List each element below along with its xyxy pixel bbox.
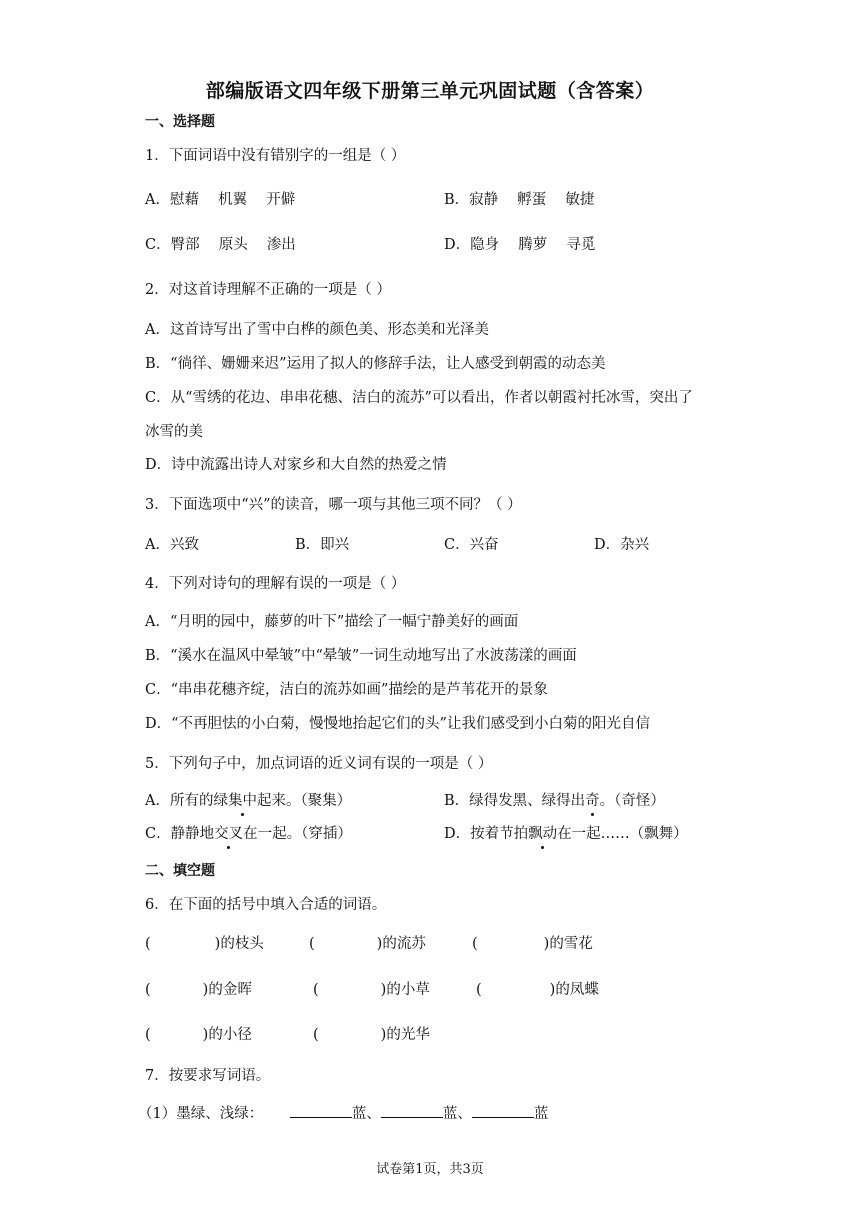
option-text: 。（奇怪） — [599, 793, 665, 809]
close-paren: ) — [380, 1027, 387, 1043]
separator: 、 — [457, 1106, 472, 1122]
fill-suffix: 的枝头 — [220, 936, 264, 952]
close-paren: ) — [214, 936, 221, 952]
option-text: 在一起。（穿插） — [243, 826, 352, 842]
question-5-option-a — [145, 791, 351, 811]
open-paren: ( — [472, 936, 478, 952]
question-4-option-c: C．“串串花穗齐绽，洁白的流苏如画”描绘的是芦苇花开的景象 — [145, 682, 548, 698]
answer-blank[interactable] — [290, 1103, 352, 1118]
option-text: 起来。（聚集） — [256, 793, 352, 809]
question-5-option-b — [444, 791, 665, 811]
question-5-stem: 5．下列句子中，加点词语的近义词有误的一项是（ ） — [145, 756, 493, 772]
fill-blank-item — [145, 980, 252, 1000]
question-2-option-b: B．“徜徉、姗姗来迟”运用了拟人的修辞手法，让人感受到朝霞的动态美 — [145, 356, 606, 372]
question-2-option-a: A．这首诗写出了雪中白桦的颜色美、形态美和光泽美 — [145, 322, 489, 338]
question-5-option-c — [145, 824, 352, 844]
close-paren: ) — [549, 982, 556, 998]
blank-suffix: 蓝 — [351, 1106, 367, 1122]
sub-question-label: （1）墨绿、浅绿： — [138, 1106, 264, 1122]
blank-suffix: 蓝 — [442, 1106, 458, 1122]
dotted-word: 交叉 — [214, 826, 244, 842]
fill-suffix: 的流苏 — [382, 936, 426, 952]
question-6-stem: 6．在下面的括号中填入合适的词语。 — [145, 897, 387, 913]
open-paren: ( — [145, 936, 151, 952]
dotted-word: 集中 — [227, 793, 257, 809]
separator: 、 — [366, 1106, 381, 1122]
fill-suffix: 的光华 — [386, 1027, 430, 1043]
open-paren: ( — [476, 982, 482, 998]
open-paren: ( — [145, 982, 151, 998]
section-heading-fill: 二、填空题 — [145, 863, 215, 879]
section-heading-choice: 一、选择题 — [145, 114, 215, 130]
question-3-option-a: A．兴致 — [145, 537, 199, 553]
question-5-option-d — [444, 824, 688, 844]
question-4-option-b: B．“溪水在温风中晕皱”中“晕皱”一词生动地写出了水波荡漾的画面 — [145, 648, 577, 664]
fill-suffix: 的雪花 — [549, 936, 593, 952]
option-text: B．绿得发黑、绿得出 — [444, 793, 586, 809]
fill-blank-item — [145, 1025, 252, 1045]
open-paren: ( — [313, 1027, 319, 1043]
question-1-stem: 1．下面词语中没有错别字的一组是（ ） — [145, 148, 406, 164]
close-paren: ) — [380, 982, 387, 998]
page-footer: 试卷第1页，共3页 — [376, 1162, 484, 1177]
question-1-option-c: C．臀部 原头 渗出 — [145, 237, 296, 253]
question-3-option-c: C．兴奋 — [444, 537, 499, 553]
question-4-option-d: D．“不再胆怯的小白菊，慢慢地抬起它们的头”让我们感受到小白菊的阳光自信 — [145, 716, 650, 732]
fill-suffix: 的小径 — [208, 1027, 252, 1043]
fill-blank-item — [476, 980, 599, 1000]
option-text: D．按着节拍 — [444, 826, 529, 842]
open-paren: ( — [313, 982, 319, 998]
blank-suffix: 蓝 — [533, 1106, 549, 1122]
question-7-stem: 7．按要求写词语。 — [145, 1068, 271, 1084]
question-2-option-c-line2: 冰雪的美 — [145, 424, 203, 440]
question-1-option-a: A．慰藉 机翼 开僻 — [145, 192, 296, 208]
question-1-option-d: D．隐身 腾萝 寻觅 — [444, 237, 596, 253]
open-paren: ( — [309, 936, 315, 952]
open-paren: ( — [145, 1027, 151, 1043]
answer-blank[interactable] — [381, 1103, 443, 1118]
answer-blank[interactable] — [472, 1103, 534, 1118]
question-3-stem: 3．下面选项中“兴”的读音，哪一项与其他三项不同？（ ） — [145, 497, 522, 513]
fill-blank-item — [309, 934, 426, 954]
fill-suffix: 的凤蝶 — [555, 982, 599, 998]
question-7-sub-1 — [138, 1103, 548, 1124]
fill-suffix: 的金晖 — [208, 982, 252, 998]
close-paren: ) — [543, 936, 550, 952]
fill-suffix: 的小草 — [386, 982, 430, 998]
fill-blank-item — [145, 934, 264, 954]
dotted-word: 飘动 — [528, 826, 558, 842]
option-text: C．静静地 — [145, 826, 215, 842]
option-text: 在一起……（飘舞） — [557, 826, 688, 842]
option-text: A．所有的绿 — [145, 793, 228, 809]
question-4-stem: 4．下列对诗句的理解有误的一项是（ ） — [145, 576, 406, 592]
dotted-word: 奇 — [585, 793, 600, 809]
fill-blank-item — [472, 934, 593, 954]
question-4-option-a: A．“月明的园中，藤萝的叶下”描绘了一幅宁静美好的画面 — [145, 614, 519, 630]
close-paren: ) — [202, 982, 209, 998]
page-title: 部编版语文四年级下册第三单元巩固试题（含答案） — [205, 80, 655, 102]
question-2-option-d: D．诗中流露出诗人对家乡和大自然的热爱之情 — [145, 457, 447, 473]
close-paren: ) — [376, 936, 383, 952]
question-2-option-c-line1: C．从“雪绣的花边、串串花穗、洁白的流苏”可以看出，作者以朝霞衬托冰雪，突出了 — [145, 390, 693, 406]
question-3-option-b: B．即兴 — [295, 537, 350, 553]
fill-blank-item — [313, 980, 430, 1000]
question-2-stem: 2．对这首诗理解不正确的一项是（ ） — [145, 282, 391, 298]
fill-blank-item — [313, 1025, 430, 1045]
question-3-option-d: D．杂兴 — [594, 537, 650, 553]
close-paren: ) — [202, 1027, 209, 1043]
question-1-option-b: B．寂静 孵蛋 敏捷 — [444, 192, 595, 208]
